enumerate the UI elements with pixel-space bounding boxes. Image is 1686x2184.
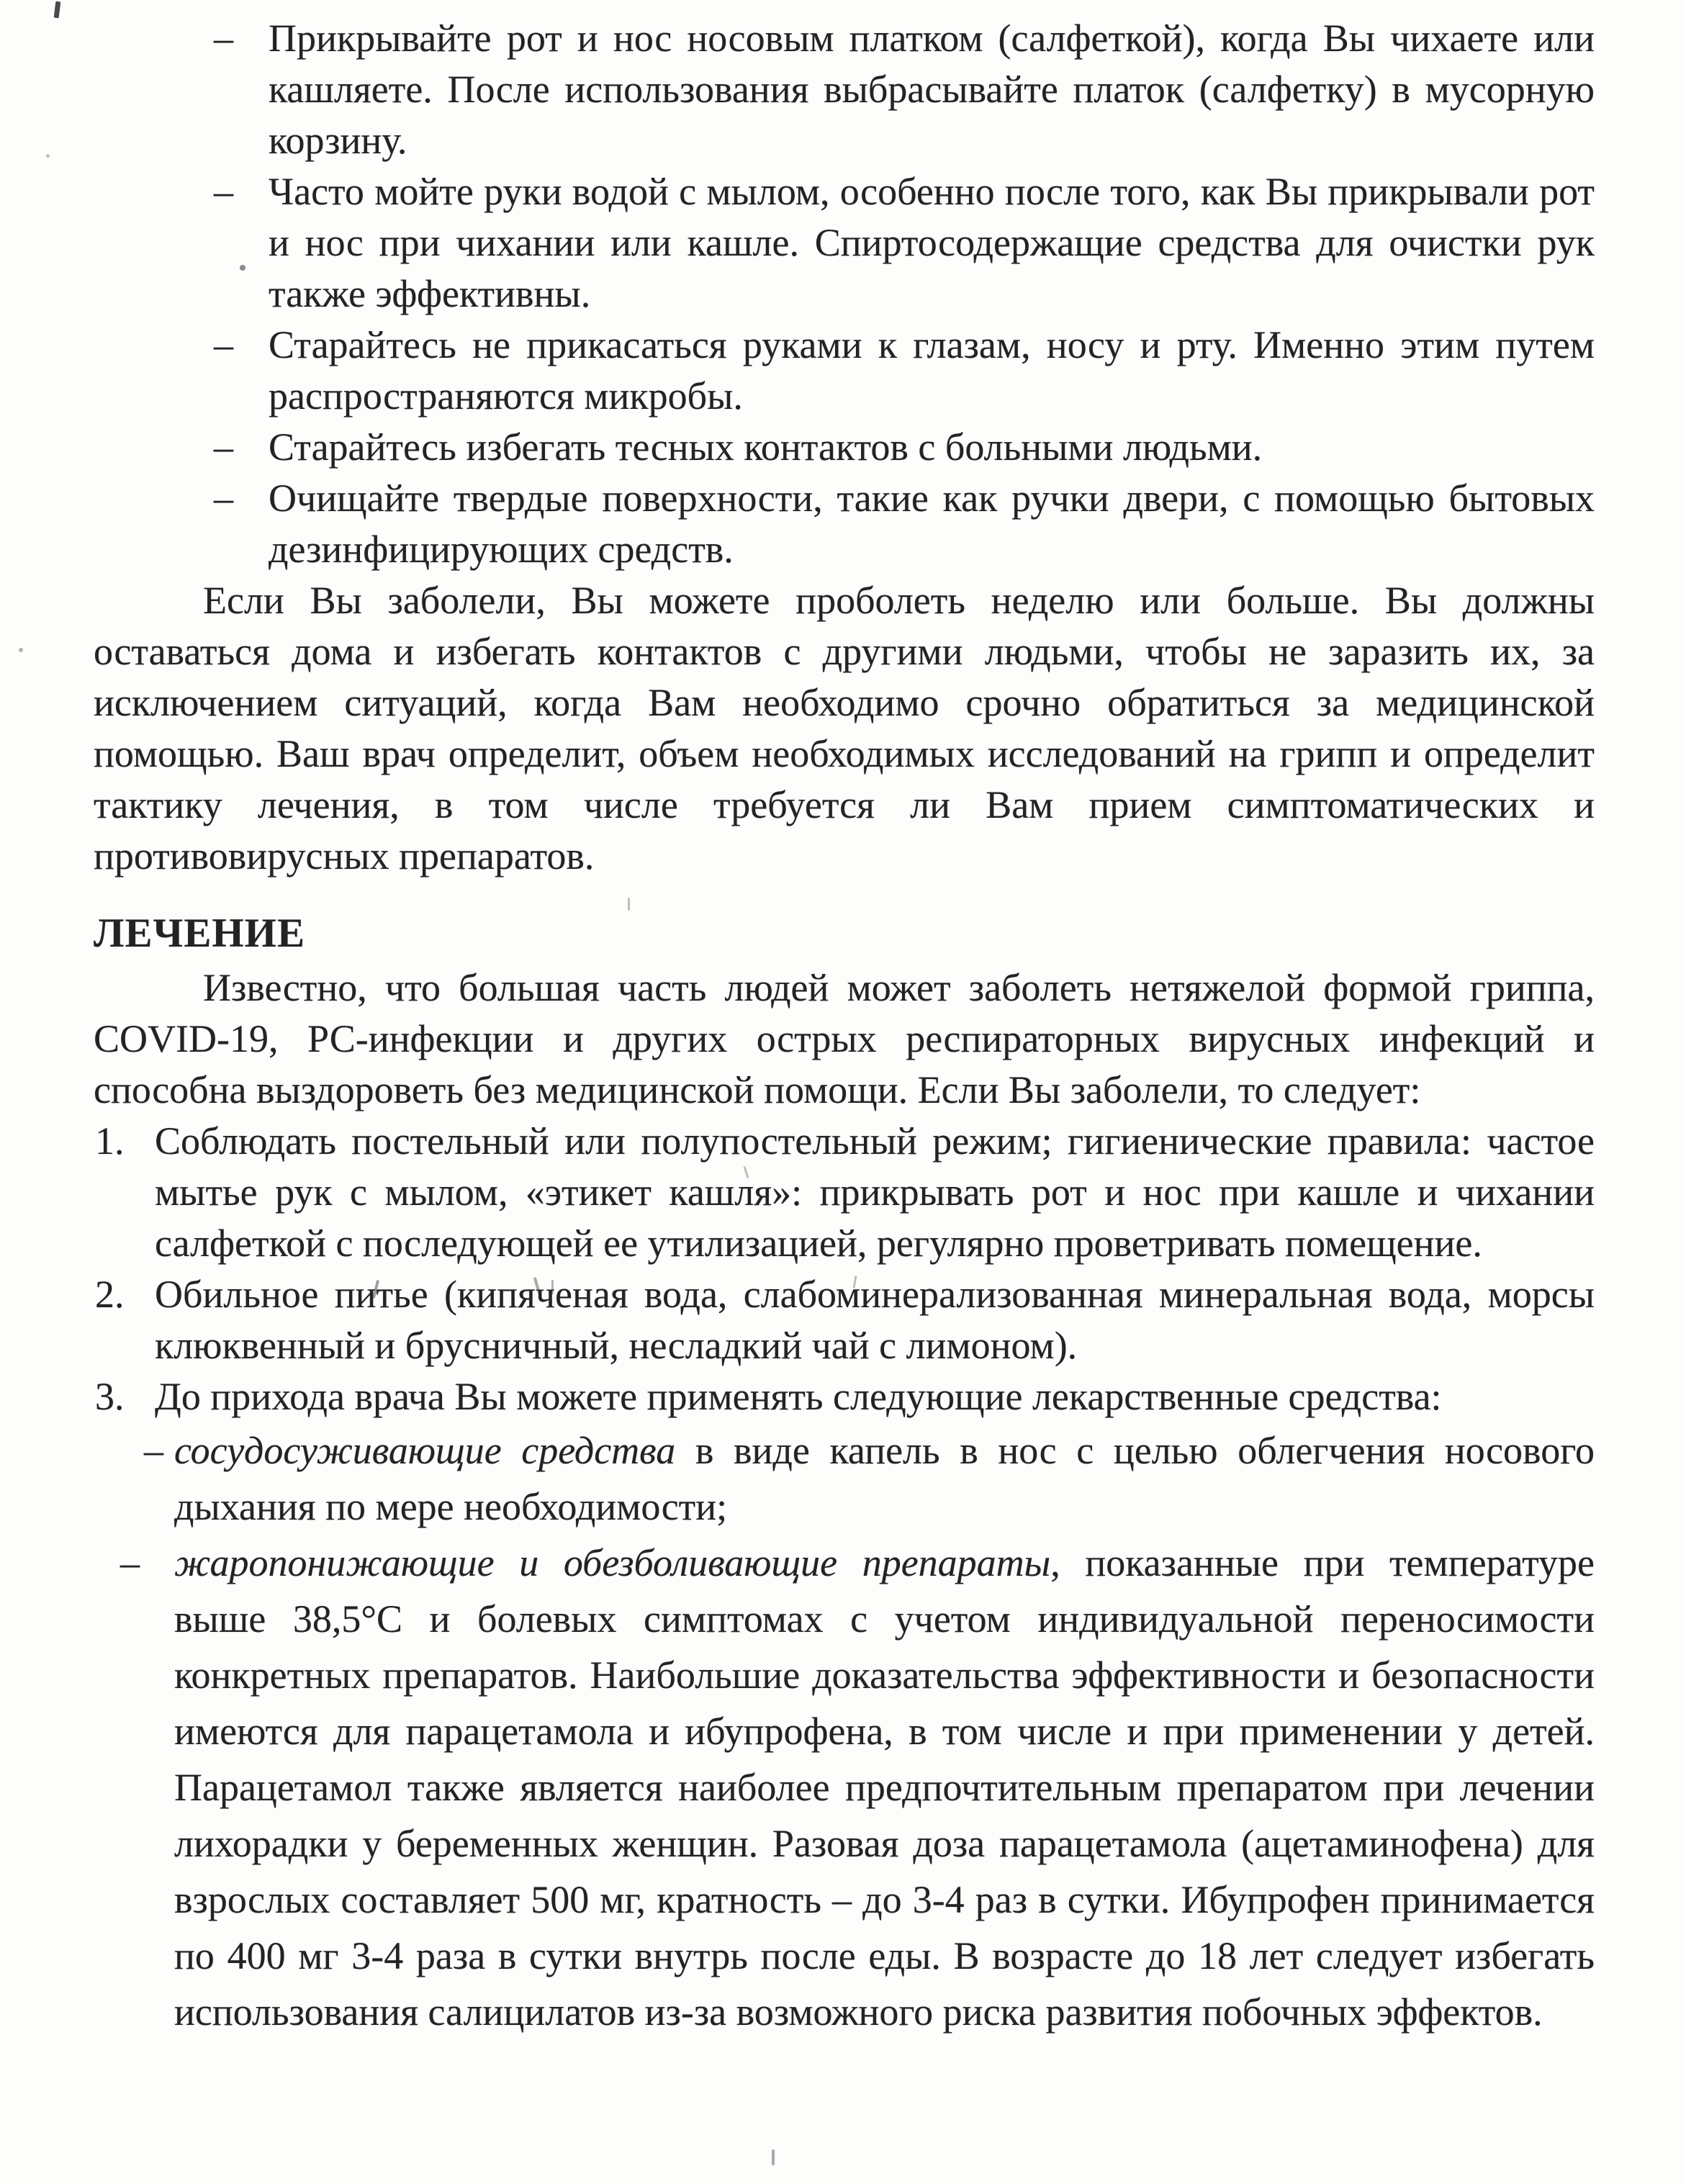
paragraph-if-sick: Если Вы заболели, Вы можете проболеть неделю или больше. Вы должны оставаться дома и избегать контактов с другими людьми, чтобы не заразить их, за исключением ситуаций, когда Вам необходимо срочно обратиться за медицинской помощью. Ваш врач определит, объем необходимых исследований на грипп и определит тактику лечения, в том числе требуется ли Вам прием симптоматических и противовирусных препаратов. bbox=[94, 579, 1595, 877]
medicine-bullet-text: в виде капель в нос с целью облегчения носового дыхания по мере необходимости; bbox=[174, 1429, 1595, 1528]
scan-artifact bbox=[772, 2149, 775, 2165]
numbered-item-text: До прихода врача Вы можете применять следующие лекарственные средства: bbox=[155, 1375, 1442, 1418]
medicine-name-italic: жаропонижающие и обезболивающие препараты bbox=[174, 1541, 1051, 1584]
list-item-text: Очищайте твердые поверхности, такие как ручки двери, с помощью бытовых дезинфицирующих средств. bbox=[269, 477, 1595, 571]
list-item bbox=[94, 13, 1595, 166]
list-item bbox=[94, 320, 1595, 422]
dash-marker: – bbox=[214, 170, 233, 213]
numbered-item bbox=[94, 1269, 1595, 1371]
scan-artifact bbox=[46, 154, 50, 158]
list-item-text: Старайтесь избегать тесных контактов с больными людьми. bbox=[269, 425, 1263, 469]
section-heading-treatment: ЛЕЧЕНИЕ bbox=[94, 911, 306, 956]
dash-marker: – bbox=[214, 425, 233, 469]
prevention-list bbox=[94, 13, 1595, 575]
list-item bbox=[94, 473, 1595, 575]
scan-artifact bbox=[19, 648, 23, 652]
scan-artifact bbox=[628, 898, 630, 911]
list-item-text: Часто мойте руки водой с мылом, особенно после того, как Вы прикрывали рот и нос при чихании или кашле. Спиртосодержащие средства для очистки рук также эффективны. bbox=[269, 170, 1595, 315]
number-marker: 1. bbox=[95, 1119, 125, 1163]
dash-marker: – bbox=[144, 1429, 163, 1472]
scan-artifact bbox=[54, 1, 61, 19]
scan-artifact bbox=[240, 265, 245, 271]
dash-marker: – bbox=[214, 477, 233, 520]
medicine-bullet bbox=[94, 1422, 1595, 1535]
numbered-item bbox=[94, 1116, 1595, 1269]
treatment-numbered-list bbox=[94, 1116, 1595, 1422]
dash-marker: – bbox=[214, 323, 233, 366]
list-item bbox=[94, 166, 1595, 320]
number-marker: 3. bbox=[95, 1375, 125, 1418]
dash-marker: – bbox=[120, 1541, 140, 1584]
medicine-bullet bbox=[94, 1535, 1595, 2040]
medicine-bullet-text: , показанные при температуре выше 38,5°С и болевых симптомах с учетом индивидуальной переносимости конкретных препаратов. Наибольшие доказательства эффективности и безопасности имеются для парацетамола и ибупрофена, в том числе и при применении у детей. Парацетамол также является наиболее предпочтительным препаратом при лечении лихорадки у беременных женщин. Разовая доза парацетамола (ацетаминофена) для взрослых составляет 500 мг, кратность – до 3-4 раз в сутки. Ибупрофен принимается по 400 мг 3-4 раза в сутки внутрь после еды. В возрасте до 18 лет следует избегать использования салицилатов из-за возможного риска развития побочных эффектов. bbox=[174, 1541, 1595, 2034]
medicine-name-italic: сосудосуживающие средства bbox=[174, 1429, 676, 1472]
number-marker: 2. bbox=[95, 1273, 125, 1316]
list-item bbox=[94, 422, 1595, 473]
scan-artifact bbox=[551, 1280, 554, 1294]
dash-marker: – bbox=[214, 17, 233, 60]
list-item-text: Прикрывайте рот и нос носовым платком (салфеткой), когда Вы чихаете или кашляете. После использования выбрасывайте платок (салфетку) в мусорную корзину. bbox=[269, 17, 1595, 162]
numbered-item-text: Обильное питье (кипяченая вода, слабоминерализованная минеральная вода, морсы клюквенный и брусничный, несладкий чай с лимоном). bbox=[155, 1273, 1595, 1367]
list-item-text: Старайтесь не прикасаться руками к глазам, носу и рту. Именно этим путем распространяются микробы. bbox=[269, 323, 1595, 418]
numbered-item bbox=[94, 1371, 1595, 1422]
numbered-item-text: Соблюдать постельный или полупостельный режим; гигиенические правила: частое мытье рук с мылом, «этикет кашля»: прикрывать рот и нос при кашле и чихании салфеткой с последующей ее утилизацией, регулярно проветривать помещение. bbox=[155, 1119, 1595, 1265]
medicine-bullet-list bbox=[94, 1422, 1595, 2040]
paragraph-treatment-intro: Известно, что большая часть людей может заболеть нетяжелой формой гриппа, COVID-19, РС-инфекции и других острых респираторных вирусных инфекций и способна выздороветь без медицинской помощи. Если Вы заболели, то следует: bbox=[94, 966, 1595, 1111]
